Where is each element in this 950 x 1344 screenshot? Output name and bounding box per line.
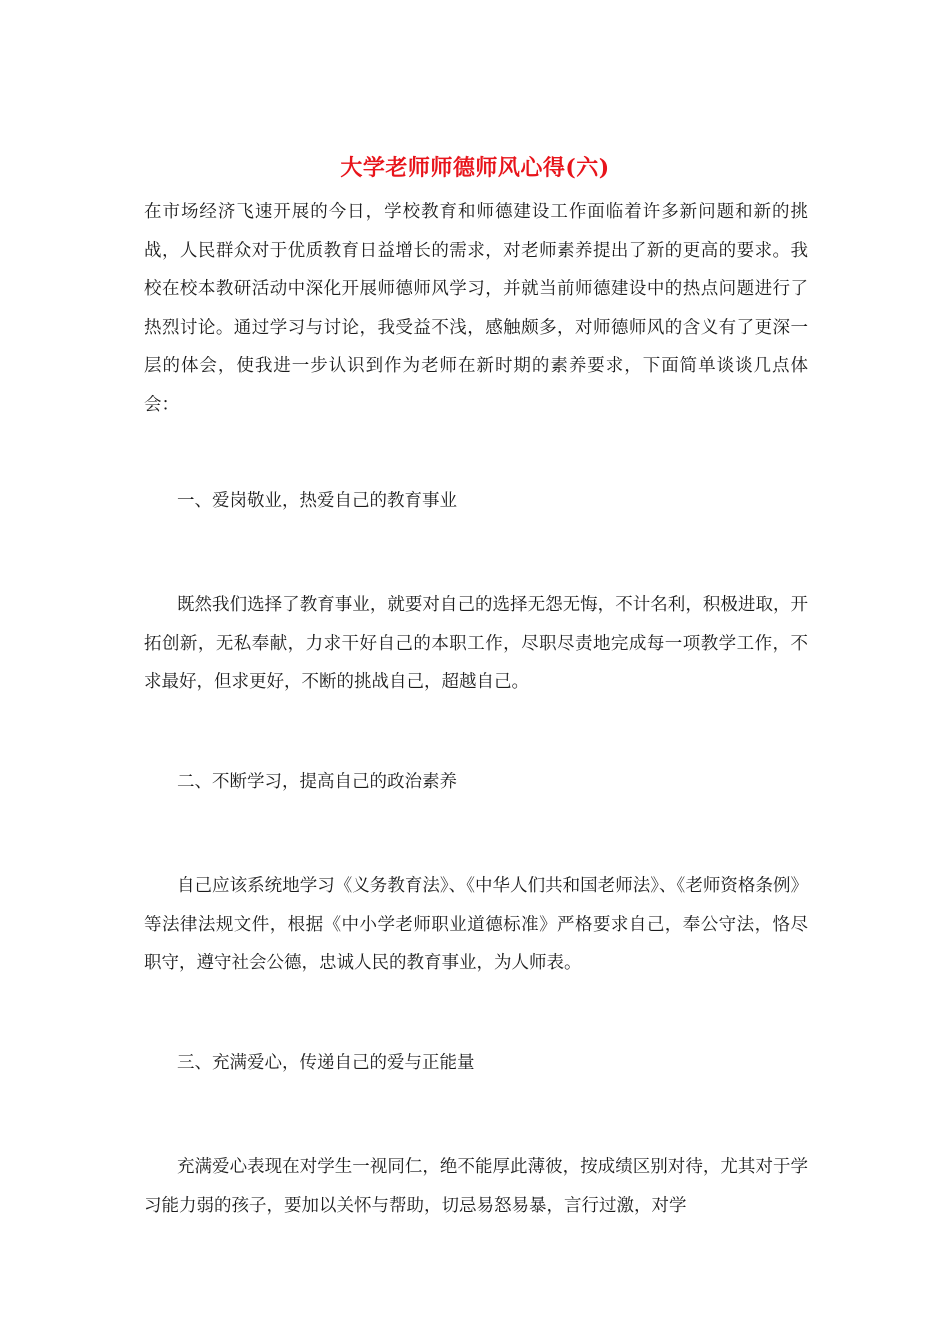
section-2-heading: 二、不断学习，提高自己的政治素养 bbox=[177, 772, 457, 792]
section-1-body: 既然我们选择了教育事业，就要对自己的选择无怨无悔，不计名利，积极进取，开拓创新，无私奉献，力求干好自己的本职工作，尽职尽责地完成每一项教学工作，不求最好，但求更好，不断的挑战自己，超越自己。 bbox=[144, 595, 808, 692]
section-1-heading: 一、爱岗敬业，热爱自己的教育事业 bbox=[177, 491, 457, 511]
section-2-body: 自己应该系统地学习《义务教育法》、《中华人们共和国老师法》、《老师资格条例》等法律法规文件，根据《中小学老师职业道德标准》严格要求自己，奉公守法，恪尽职守，遵守社会公德，忠诚人民的教育事业，为人师表。 bbox=[144, 876, 808, 973]
document-title: 大学老师师德师风心得(六) bbox=[340, 155, 610, 181]
section-3-heading: 三、充满爱心，传递自己的爱与正能量 bbox=[177, 1053, 475, 1073]
intro-paragraph: 在市场经济飞速开展的今日，学校教育和师德建设工作面临着许多新问题和新的挑战，人民群众对于优质教育日益增长的需求，对老师素养提出了新的更高的要求。我校在校本教研活动中深化开展师德师风学习，并就当前师德建设中的热点问题进行了热烈讨论。通过学习与讨论，我受益不浅，感触颇多，对师德师风的含义有了更深一层的体会，使我进一步认识到作为老师在新时期的素养要求，下面简单谈谈几点体会： bbox=[144, 202, 808, 415]
section-3-body: 充满爱心表现在对学生一视同仁，绝不能厚此薄彼，按成绩区别对待，尤其对于学习能力弱的孩子，要加以关怀与帮助，切忌易怒易暴，言行过激，对学 bbox=[144, 1157, 808, 1216]
